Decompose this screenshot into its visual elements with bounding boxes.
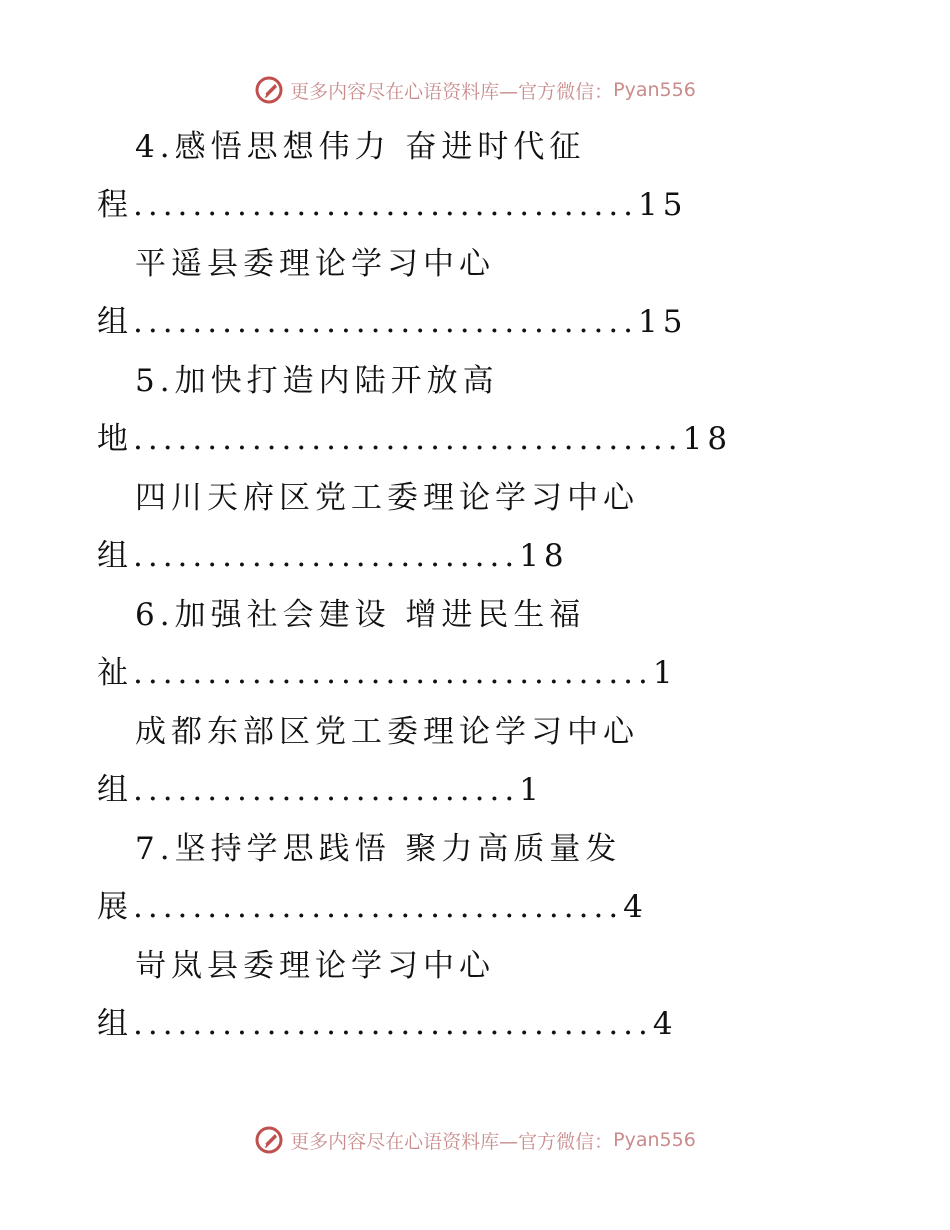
watermark-wechat: Pyan556: [613, 79, 696, 101]
toc-title: 四川天府区党工委理论学习中心: [135, 480, 639, 516]
toc-leader: 祉...................................1: [97, 655, 678, 691]
toc-leader: 组..................................15: [97, 304, 688, 340]
toc-leader: 地.....................................18: [97, 421, 733, 457]
watermark-text: 更多内容尽在心语资料库—官方微信：: [290, 80, 614, 103]
toc-title: 6.加强社会建设 增进民生福: [135, 597, 586, 633]
toc-title: 成都东部区党工委理论学习中心: [135, 714, 639, 750]
toc-title: 5.加快打造内陆开放高: [135, 363, 499, 399]
watermark-wechat: Pyan556: [613, 1129, 696, 1151]
toc-leader: 组..........................1: [97, 772, 544, 808]
toc-title: 7.坚持学思践悟 聚力高质量发: [135, 831, 622, 867]
watermark-banner-top: [0, 70, 950, 110]
watermark-banner-bottom: [0, 1120, 950, 1160]
toc-title: 平遥县委理论学习中心: [135, 246, 495, 282]
quill-logo-icon: [254, 75, 284, 105]
quill-logo-icon: [254, 1125, 284, 1155]
toc-title: 岢岚县委理论学习中心: [135, 948, 495, 984]
toc-leader: 组..........................18: [97, 538, 569, 574]
toc-leader: 程..................................15: [97, 187, 688, 223]
watermark-text: 更多内容尽在心语资料库—官方微信：: [290, 1130, 614, 1153]
toc-leader: 展.................................4: [97, 889, 648, 925]
toc-title: 4.感悟思想伟力 奋进时代征: [135, 129, 586, 165]
toc-leader: 组...................................4: [97, 1006, 678, 1042]
